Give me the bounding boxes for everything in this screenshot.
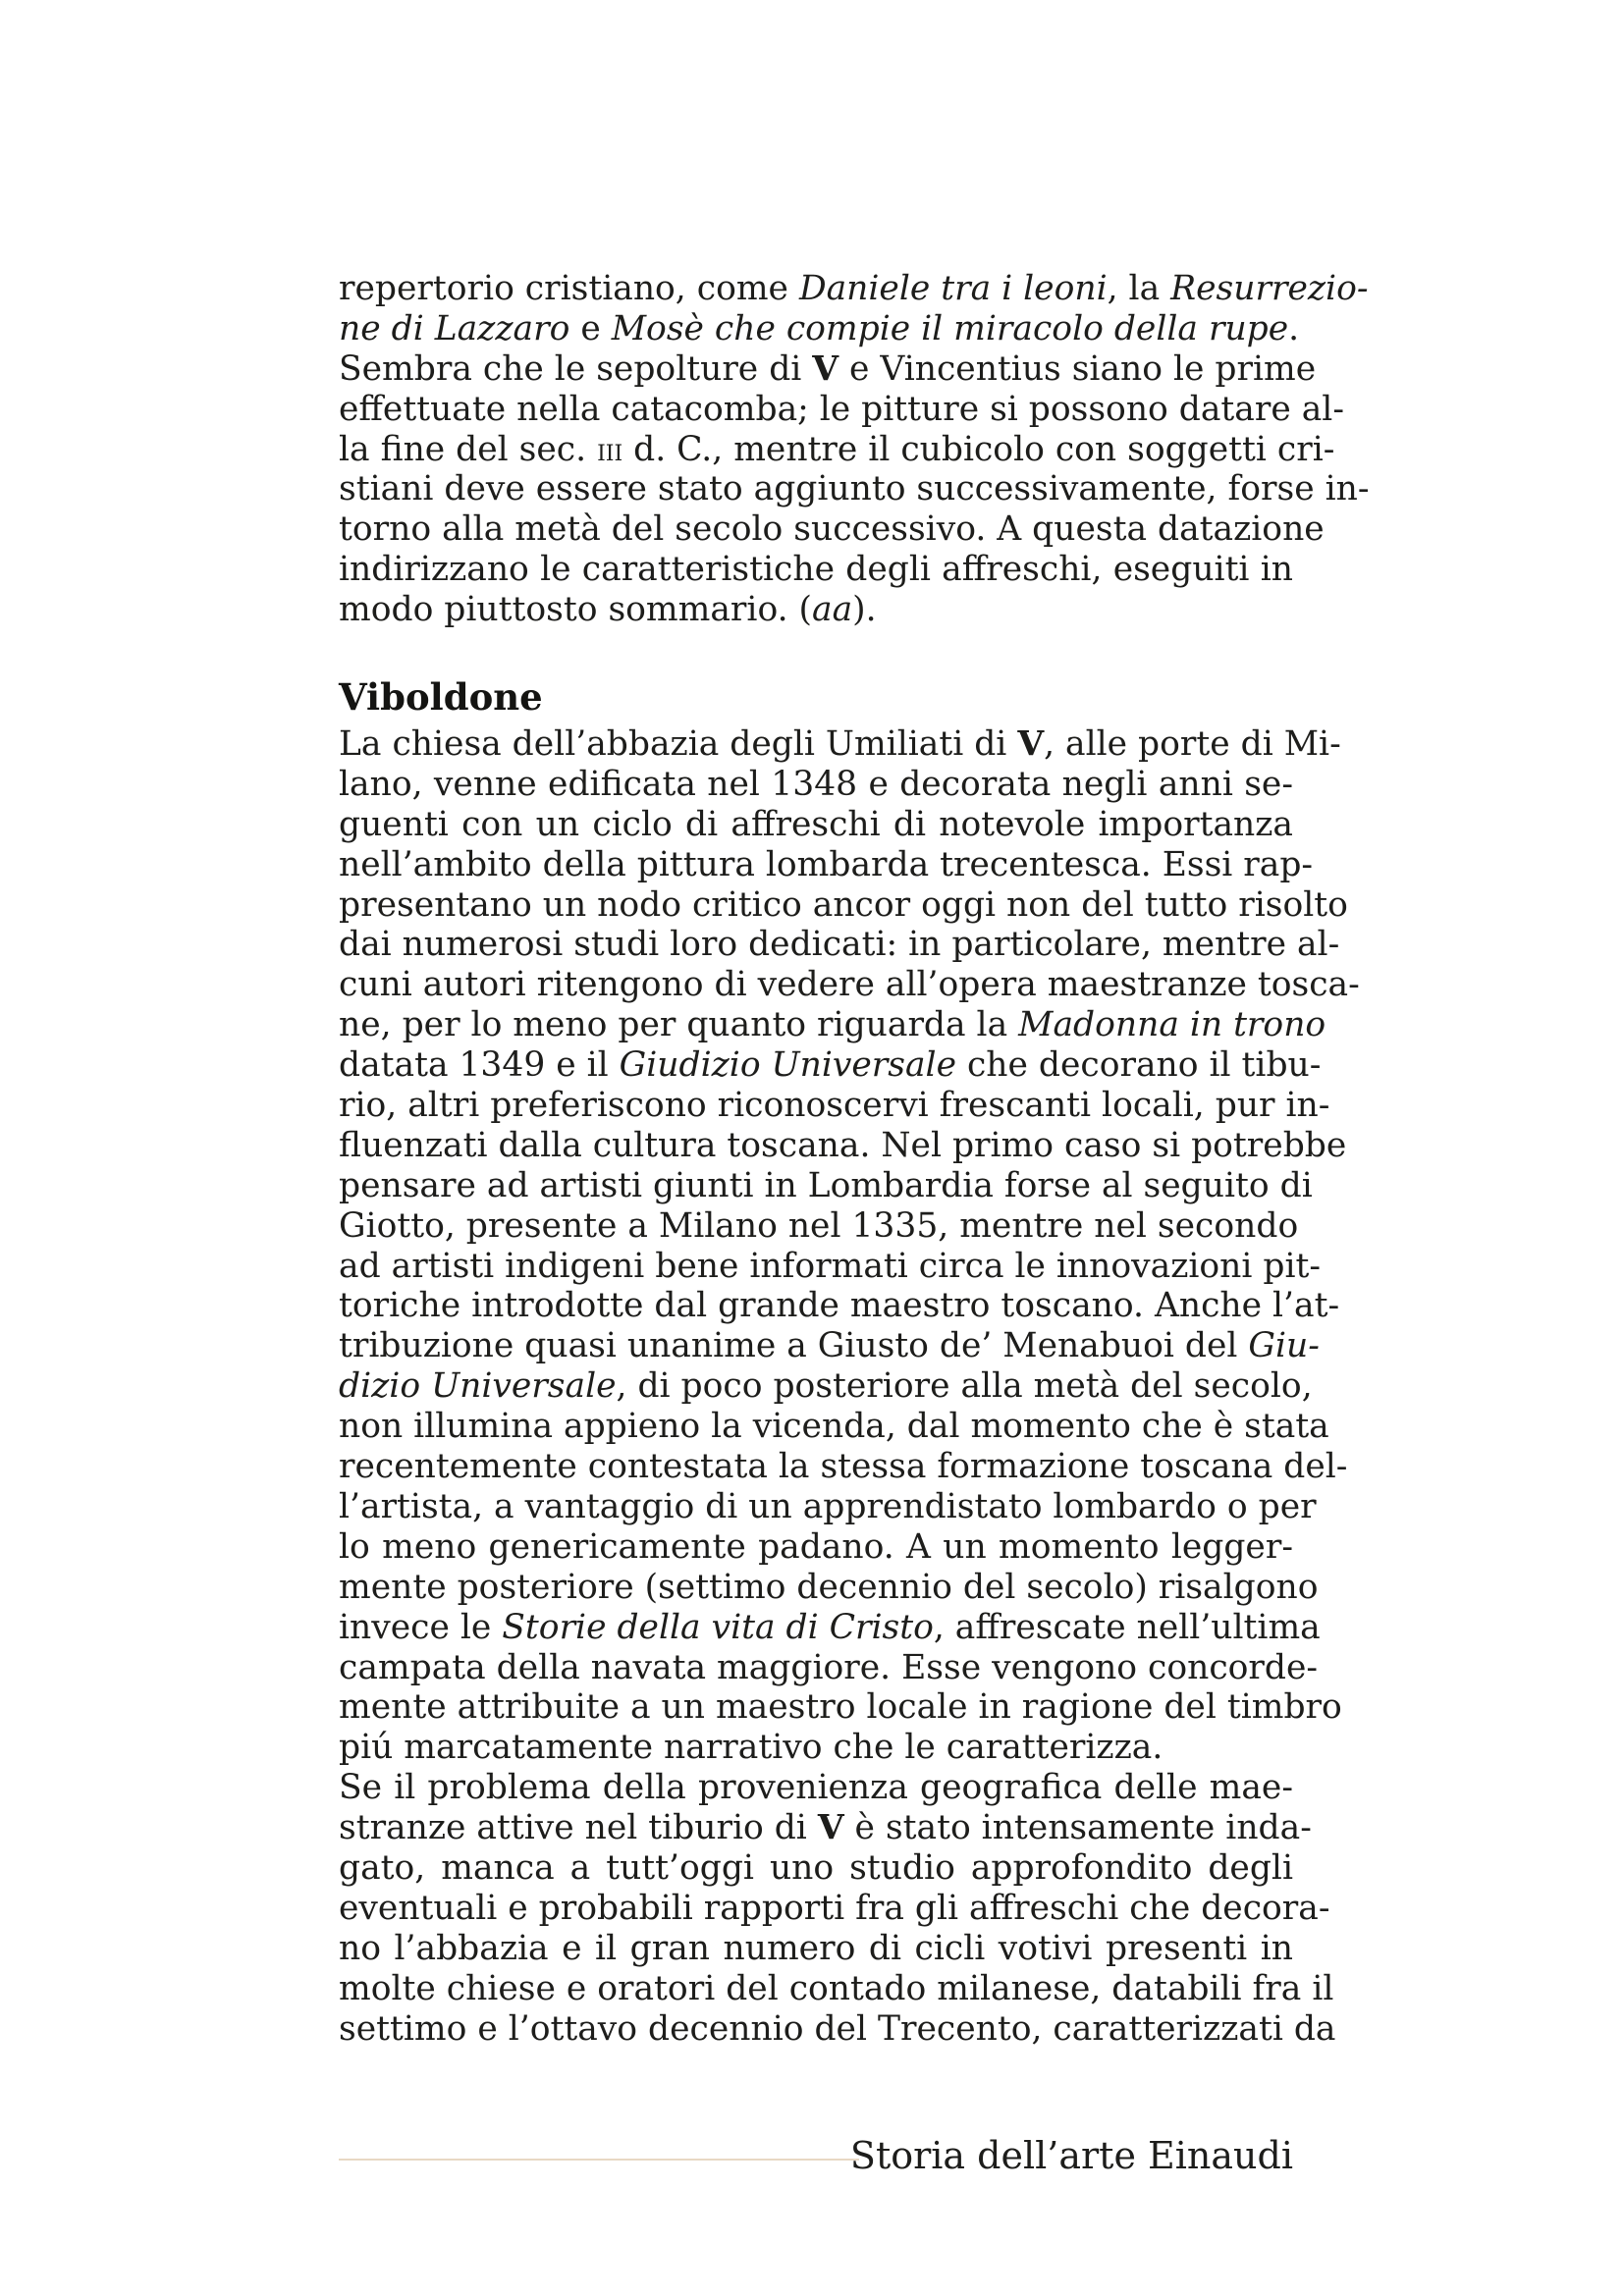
text-line: datata 1349 e il Giudizio Universale che decorano il tibu- <box>339 1045 1322 1086</box>
text-line: rio, altri preferiscono riconoscervi frescanti locali, pur in- <box>339 1086 1330 1126</box>
section-heading: Viboldone <box>339 675 543 720</box>
text-line: invece le Storie della vita di Cristo, affrescate nell’ultima <box>339 1607 1321 1647</box>
text-line: molte chiese e oratori del contado milanese, databili fra il <box>339 1968 1334 2008</box>
text-line: cuni autori ritengono di vedere all’opera maestranze tosca- <box>339 965 1360 1005</box>
text-line: presentano un nodo critico ancor oggi non del tutto risolto <box>339 884 1348 925</box>
text-line: mente attribuite a un maestro locale in ragione del timbro <box>339 1687 1342 1728</box>
text-line: tribuzione quasi unanime a Giusto de’ Menabuoi del Giu- <box>339 1326 1320 1366</box>
text-line: ne di Lazzaro e Mosè che compie il miracolo della rupe. <box>339 308 1300 348</box>
text-line: lano, venne edificata nel 1348 e decorata negli anni se- <box>339 764 1293 804</box>
body-text <box>339 269 1370 2049</box>
text-line: La chiesa dell’abbazia degli Umiliati di V, alle porte di Mi- <box>339 724 1341 765</box>
text-line: piú marcatamente narrativo che le caratterizza. <box>339 1728 1163 1768</box>
text-line: ne, per lo meno per quanto riguarda la Madonna in trono <box>339 1005 1326 1045</box>
text-line: pensare ad artisti giunti in Lombardia forse al seguito di <box>339 1165 1313 1205</box>
text-line: Sembra che le sepolture di V e Vincentius siano le prime <box>339 348 1317 389</box>
text-line: dizio Universale, di poco posteriore alla metà del secolo, <box>339 1366 1313 1407</box>
text-line: guenti con un ciclo di affreschi di notevole importanza <box>339 804 1293 844</box>
text-line: dai numerosi studi loro dedicati: in particolare, mentre al- <box>339 925 1340 965</box>
section-gap <box>339 630 1293 669</box>
text-line: effettuate nella catacomba; le pitture si possono datare al- <box>339 389 1344 429</box>
text-line: modo piuttosto sommario. (aa). <box>339 590 877 630</box>
text-line: torno alla metà del secolo successivo. A questa datazione <box>339 509 1325 550</box>
text-line: repertorio cristiano, come Daniele tra i leoni, la Resurrezio- <box>339 269 1369 308</box>
text-line: nell’ambito della pittura lombarda trecentesca. Essi rap- <box>339 844 1314 884</box>
text-line: l’artista, a vantaggio di un apprendistato lombardo o per <box>339 1486 1317 1526</box>
text-line: non illumina appieno la vicenda, dal momento che è stata <box>339 1407 1329 1447</box>
text-line: fluenzati dalla cultura toscana. Nel primo caso si potrebbe <box>339 1125 1347 1165</box>
text-line: stranze attive nel tiburio di V è stato intensamente inda- <box>339 1808 1312 1848</box>
text-line: toriche introdotte dal grande maestro toscano. Anche l’at- <box>339 1286 1340 1326</box>
text-line: Se il problema della provenienza geografica delle mae- <box>339 1768 1293 1808</box>
text-line: lo meno genericamente padano. A un momento legger- <box>339 1526 1293 1567</box>
text-line: gato, manca a tutt’oggi uno studio approfondito degli <box>339 1847 1293 1888</box>
text-line: eventuali e probabili rapporti fra gli affreschi che decora- <box>339 1888 1330 1928</box>
text-line: la fine del sec. iii d. C., mentre il cubicolo con soggetti cri- <box>339 429 1335 469</box>
text-line: recentemente contestata la stessa formazione toscana del- <box>339 1447 1348 1487</box>
footer-title: Storia dell’arte Einaudi <box>849 2134 1293 2177</box>
text-line: indirizzano le caratteristiche degli affreschi, eseguiti in <box>339 550 1293 590</box>
text-line: no l’abbazia e il gran numero di cicli votivi presenti in <box>339 1928 1293 1968</box>
text-line: settimo e l’ottavo decennio del Trecento, caratterizzati da <box>339 2008 1336 2049</box>
text-line: mente posteriore (settimo decennio del secolo) risalgono <box>339 1567 1319 1607</box>
text-line: campata della navata maggiore. Esse vengono concorde- <box>339 1647 1319 1687</box>
footer-rule <box>339 2159 859 2161</box>
text-line: stiani deve essere stato aggiunto successivamente, forse in- <box>339 469 1370 509</box>
text-line: ad artisti indigeni bene informati circa le innovazioni pit- <box>339 1246 1322 1286</box>
text-line: Giotto, presente a Milano nel 1335, mentre nel secondo <box>339 1205 1299 1246</box>
